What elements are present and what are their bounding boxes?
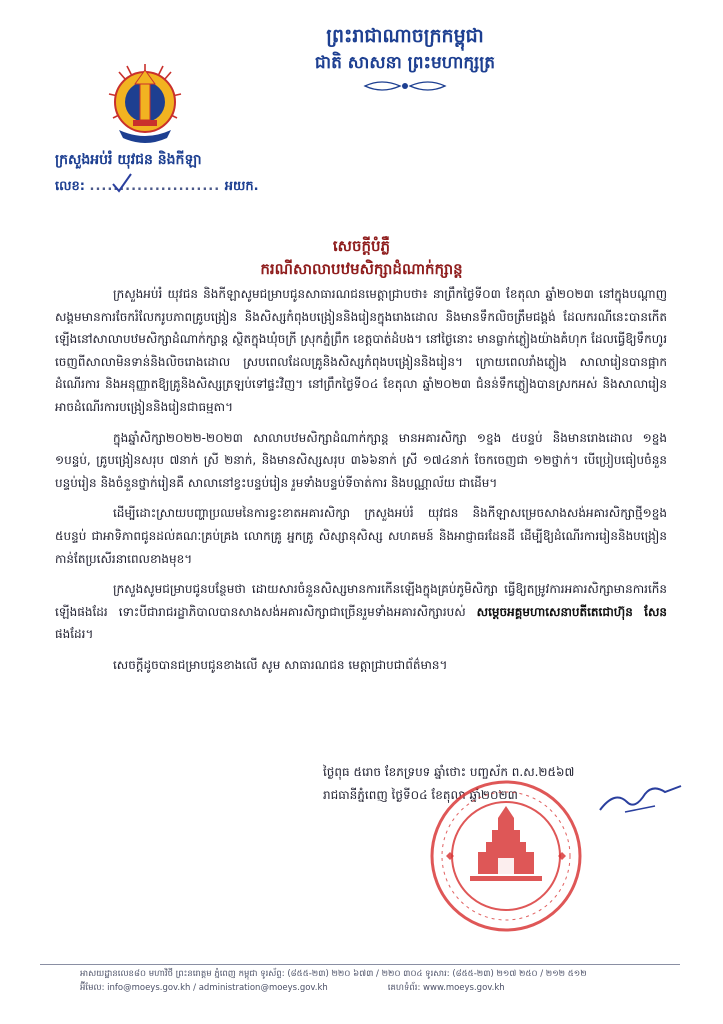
- footer-email: អ៊ីមែល: info@moeys.gov.kh / administration@moeys.gov.kh: [80, 983, 328, 993]
- kingdom-header: [240, 22, 570, 94]
- paragraph-1: ក្រសួងអប់រំ យុវជន និងកីឡាសូមជម្រាបជូនសាធារណជនមេត្តាជ្រាបថា៖ នាព្រឹកថ្ងៃទី០៣ ខែតុលា ឆ្នាំ២០២៣ នៅក្នុងបណ្តាញសង្គមមានការចែករំលែករូបភាពគ្រូបង្រៀន និងសិស្សកំពុងបង្រៀននិងរៀនក្នុងរោងដោល និងមានទឹកលិចត្រឹមជង្គង់ ដែលករណីនេះបានកើតឡើងនៅសាលាបឋមសិក្សាដំណាក់ក្សាន្ត ស្ថិតក្នុងឃុំចក្រី ស្រុកភ្នំព្រឹក ខេត្តបាត់ដំបង។ នៅថ្ងៃនោះ មានធ្លាក់ភ្លៀងយ៉ាងគំហុក ដែលធ្វើឱ្យទឹកហូរចេញពីសាលាមិនទាន់និងលិចរោងដោល ស្របពេលដែលគ្រូនិងសិស្សកំពុងបង្រៀននិងរៀន។ ក្រោយពេលរាំងភ្លៀង សាលារៀនបានផ្អាកដំណើរការ និងអនុញ្ញាតឱ្យគ្រូនិងសិស្សត្រឡប់ទៅផ្ទះវិញ។ នៅព្រឹកថ្ងៃទី០៤ ខែតុលា ឆ្នាំ២០២៣ ជំនន់ទឹកភ្លៀងបានស្រកអស់ និងសាលារៀនអាចដំណើរការបង្រៀននិងរៀនជាធម្មតា។: [55, 287, 667, 414]
- footer-address: អាសយដ្ឋានលេខ៨០ មហាវិថី ព្រះនរោត្តម ភ្នំពេញ កម្ពុជា ទូរស័ព្ទ: (៨៥៥-២៣) ២២០ ៦៧៣ / ២២០ ៣០៤ ទូរសារ: (៨៥៥-២៣) ២១៧ ២៥០ / ២១២ ៥១២: [80, 969, 587, 979]
- paragraph-4-main: ក្រសួងសូមជម្រាបជូនបន្ថែមថា ដោយសារចំនួនសិស្សមានការកើនឡើងក្នុងគ្រប់ភូមិសិក្សា ធ្វើឱ្យតម្រូវការអគារសិក្សាមានការកើនឡើងផងដែរ ទោះបីជារាជរដ្ឋាភិបាលបានសាងសង់អគារសិក្សាជាច្រើនរួមទាំងអគារសិក្សារបស់: [55, 582, 667, 619]
- paragraph-5: សេចក្តីដូចបានជម្រាបជូនខាងលើ សូម សាធារណជន មេត្តាជ្រាបជាព័ត៌មាន។: [113, 657, 448, 672]
- paragraph-2: ក្នុងឆ្នាំសិក្សា២០២២-២០២៣ សាលាបឋមសិក្សាដំណាក់ក្សាន្ត មានអគារសិក្សា ១ខ្នង ៥បន្ទប់ និងមានរោងដោល ១ខ្នង ១បន្ទប់, គ្រូបង្រៀនសរុប ៧នាក់ ស្រី ២នាក់, និងមានសិស្សសរុប ៣៦៦នាក់ ស្រី ១៧៤នាក់ ចែកចេញជា ១២ថ្នាក់។ បើប្រៀបធៀបចំនួនបន្ទប់រៀន និងចំនួនថ្នាក់រៀនគឺ សាលានៅខ្វះបន្ទប់រៀន រួមទាំងបន្ទប់ទីចាត់ការ និងបណ្ណាល័យ ជាដើម។: [55, 430, 667, 490]
- ref-dots: ......................: [89, 179, 221, 194]
- footer-website: គេហទំព័រ: www.moeys.gov.kh: [387, 983, 505, 993]
- signature-icon: [595, 780, 685, 820]
- ministry-name: ក្រសួងអប់រំ យុវជន និងកីឡា: [55, 152, 202, 168]
- ref-label: លេខ:: [55, 179, 85, 194]
- paragraph-4: [55, 578, 667, 646]
- ref-suffix: អយក.: [224, 179, 259, 194]
- footer-contacts: [80, 983, 680, 995]
- letter-body: [55, 283, 667, 685]
- ministry-emblem-icon: [105, 58, 185, 146]
- lunar-date: ថ្ងៃពុធ ៥រោច ខែភទ្របទ ឆ្នាំថោះ បញ្ចស័ក ព.ស.២៥៦៧: [323, 765, 575, 779]
- paragraph-3: ដើម្បីដោះស្រាយបញ្ហាប្រឈមនៃការខ្វះខាតអគារសិក្សា ក្រសួងអប់រំ យុវជន និងកីឡាសម្រេចសាងសង់អគារសិក្សាថ្មី១ខ្នង ៥បន្ទប់ ជាអាទិភាពជូនដល់គណៈគ្រប់គ្រង លោកគ្រូ អ្នកគ្រូ សិស្សានុសិស្ស សហគមន៍ និងអាជ្ញាធរដែនដី ដើម្បីឱ្យដំណើរការរៀននិងបង្រៀនកាន់តែប្រសើរនាពេលខាងមុខ។: [55, 506, 667, 566]
- solar-date: រាជធានីភ្នំពេញ ថ្ងៃទី០៤ ខែតុលា ឆ្នាំ២០២៣: [323, 788, 518, 802]
- official-seal-icon: [428, 778, 584, 934]
- document-title: សេចក្តីបំភ្លឺ: [332, 237, 391, 255]
- reference-number: [55, 178, 259, 197]
- tacteng-ornament-icon: [360, 78, 450, 94]
- document-subtitle: ករណីសាលាបឋមសិក្សាដំណាក់ក្សាន្ត: [260, 260, 463, 278]
- paragraph-4-bold: សម្តេចអគ្គមហាសេនាបតីតេជោហ៊ុន សែន: [476, 604, 667, 619]
- national-motto: ជាតិ សាសនា ព្រះមហាក្សត្រ: [314, 53, 496, 73]
- kingdom-name: ព្រះរាជាណាចក្រកម្ពុជា: [326, 25, 484, 47]
- paragraph-4-end: ផងដែរ។: [55, 627, 94, 642]
- checkmark-icon: [111, 172, 133, 194]
- footer-divider: [40, 964, 680, 965]
